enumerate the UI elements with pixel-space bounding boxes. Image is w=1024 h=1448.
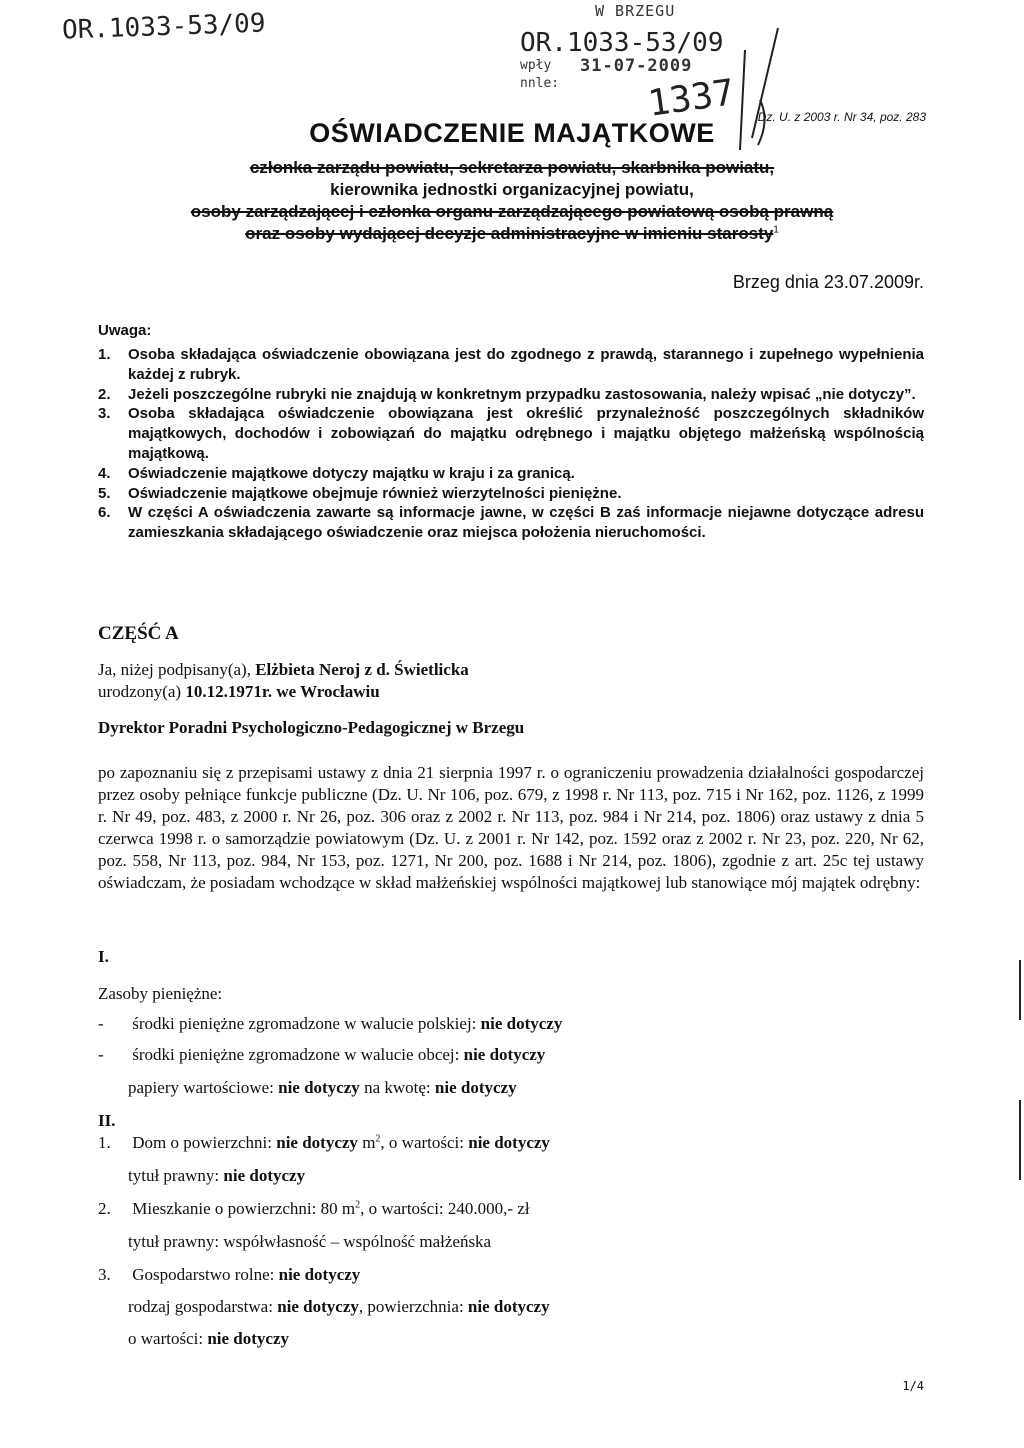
notes-heading: Uwaga: — [98, 322, 152, 339]
apartment-row — [98, 1199, 530, 1219]
apartment-label: Mieszkanie o powierzchni: — [132, 1199, 317, 1218]
apartment-title-row — [128, 1232, 491, 1252]
notes-item — [98, 345, 924, 385]
birth-label: urodzony(a) — [98, 682, 182, 701]
house-label: Dom o powierzchni: — [132, 1133, 272, 1152]
stamp-note-label: nnle: — [520, 76, 560, 91]
house-unit-sup: 2 — [375, 1133, 381, 1145]
securities-row — [128, 1078, 517, 1098]
list-dash: - — [98, 1045, 104, 1064]
part-a-heading: CZĘŚĆ A — [98, 623, 179, 644]
apartment-value-label: , o wartości: — [360, 1199, 444, 1218]
farm-worth-row — [128, 1329, 289, 1349]
page-number: 1/4 — [902, 1379, 924, 1393]
apartment-title-label: tytuł prawny: — [128, 1232, 220, 1251]
securities-value: nie dotyczy — [278, 1078, 360, 1097]
declarant-name-line — [98, 660, 469, 680]
subtitle-line-struck-4: oraz osoby wydającej decyzje administracyjne w imieniu starosty — [245, 224, 774, 243]
notes-item-number: 4. — [98, 464, 111, 482]
cash-foreign-label: środki pieniężne zgromadzone w walucie obcej: — [132, 1045, 460, 1064]
declarant-birth-line — [98, 682, 380, 702]
subtitle-line-4-wrap — [0, 224, 1024, 244]
subtitle-line-2: kierownika jednostki organizacyjnej powiatu, — [330, 180, 694, 199]
farm-row — [98, 1265, 360, 1285]
farm-area-value: nie dotyczy — [467, 1297, 550, 1316]
notes-item-text: W części A oświadczenia zawarte są informacje jawne, w części B zaś informacje niejawne dotyczące adresu zamieszkania składającego oświadczenie oraz miejsca położenia nieruchomości. — [128, 504, 924, 542]
notes-item-number: 6. — [98, 504, 111, 522]
section-1-label: I. — [98, 947, 109, 966]
place-date: Brzeg dnia 23.07.2009r. — [732, 272, 924, 292]
notes-item-text: Oświadczenie majątkowe obejmuje również wierzytelności pieniężne. — [128, 484, 622, 502]
subtitle-line-struck-1: członka zarządu powiatu, sekretarza powiatu, skarbnika powiatu, — [249, 158, 775, 177]
securities-amount-value: nie dotyczy — [434, 1078, 517, 1097]
house-area: nie dotyczy — [276, 1133, 358, 1152]
stamp-handwritten-ref: OR.1033-53/09 — [520, 28, 724, 58]
cash-foreign-row — [98, 1045, 545, 1065]
section-1-heading: Zasoby pieniężne: — [98, 984, 223, 1003]
notes-item — [98, 385, 924, 405]
cash-foreign-value: nie dotyczy — [463, 1045, 546, 1064]
farm-worth-value: nie dotyczy — [207, 1329, 290, 1348]
farm-number: 3. — [98, 1265, 111, 1284]
stamp-place: W BRZEGU — [595, 2, 676, 20]
farm-label: Gospodarstwo rolne: — [132, 1265, 275, 1284]
notes-item-text: Jeżeli poszczególne rubryki nie znajdują w konkretnym przypadku zastosowania, należy wpisać „nie dotyczy”. — [128, 385, 916, 403]
notes-list — [98, 345, 924, 543]
notes-item-text: Osoba składająca oświadczenie obowiązana jest do zgodnego z prawdą, starannego i zupełnego wypełnienia każdej z rubryk. — [128, 346, 924, 383]
notes-item — [98, 464, 924, 484]
house-title-value: nie dotyczy — [223, 1166, 306, 1185]
farm-area-label: , powierzchnia: — [358, 1297, 464, 1316]
notes-item — [98, 503, 924, 543]
apartment-number: 2. — [98, 1199, 111, 1218]
apartment-unit-sup: 2 — [355, 1199, 361, 1211]
notes-item — [98, 484, 924, 504]
stamp-received-date: 31-07-2009 — [580, 56, 693, 76]
notes-item-number: 3. — [98, 405, 111, 423]
declarant-intro-label: Ja, niżej podpisany(a), — [98, 660, 251, 679]
declaration-paragraph: po zapoznaniu się z przepisami ustawy z dnia 21 sierpnia 1997 r. o ograniczeniu prowadzenia działalności gospodarczej przez osoby pełniące funkcje publiczne (Dz. U. Nr 106, poz. 679, z 1998 r. Nr 113, poz. 715 i Nr 162, poz. 1126, z 1999 r. Nr 49, poz. 483, z 2000 r. Nr 26, poz. 306 oraz z 2002 r. Nr 113, poz. 984 i Nr 214, poz. 1806) oraz ustawy z dnia 5 czerwca 1998 r. o samorządzie powiatowym (Dz. U. z 2001 r. Nr 142, poz. 1592 oraz z 2002 r. Nr 23, poz. 220, Nr 62, poz. 558, Nr 113, poz. 984, Nr 153, poz. 1271, Nr 200, poz. 1688 i Nr 214, poz. 1806), zgodnie z art. 25c tej ustawy oświadczam, że posiadam wchodzące w skład małżeńskiej wspólności majątkowej lub stanowiące mój majątek odrębny: — [98, 763, 924, 892]
apartment-title-value: współwłasność – wspólność małżeńska — [223, 1232, 492, 1251]
declarant-position: Dyrektor Poradni Psychologiczno-Pedagogicznej w Brzegu — [98, 718, 525, 737]
securities-label: papiery wartościowe: — [128, 1078, 274, 1097]
stamp-received-label: wpły — [520, 58, 552, 73]
notes-item-number: 1. — [98, 346, 111, 363]
cash-pln-row — [98, 1014, 562, 1034]
apartment-area: 80 m — [320, 1199, 356, 1218]
document-title: OŚWIADCZENIE MAJĄTKOWE — [309, 118, 715, 148]
farm-type-row — [128, 1297, 550, 1317]
cash-pln-value: nie dotyczy — [480, 1014, 563, 1033]
list-dash: - — [98, 1014, 104, 1033]
notes-item-text: Osoba składająca oświadczenie obowiązana jest określić przynależność poszczególnych składników majątkowych, dochodów i zobowiązań do majątku odrębnego i majątku objętego małżeńską wspólnością majątkową. — [128, 405, 924, 462]
house-unit: m — [362, 1133, 376, 1152]
handwritten-number: 1337 — [645, 72, 738, 125]
house-number: 1. — [98, 1133, 111, 1152]
scan-edge-mark — [1019, 960, 1021, 1020]
scan-edge-mark — [1019, 1100, 1021, 1180]
section-2-label: II. — [98, 1111, 116, 1130]
birth-value: 10.12.1971r. we Wrocławiu — [185, 682, 380, 701]
cash-pln-label: środki pieniężne zgromadzone w walucie polskiej: — [132, 1014, 477, 1033]
farm-type-label: rodzaj gospodarstwa: — [128, 1297, 273, 1316]
house-value: nie dotyczy — [468, 1133, 550, 1152]
subtitle-line-struck-3: osoby zarządzającej i członka organu zarządzającego powiatową osobą prawną — [190, 202, 834, 221]
declarant-name: Elżbieta Neroj z d. Świetlicka — [255, 660, 469, 679]
footnote-mark: 1 — [773, 224, 779, 236]
farm-value: nie dotyczy — [278, 1265, 361, 1284]
notes-item-number: 2. — [98, 385, 111, 403]
securities-amount-label: na kwotę: — [364, 1078, 431, 1097]
apartment-value: 240.000,- zł — [447, 1199, 530, 1218]
notes-item-number: 5. — [98, 484, 111, 502]
house-title-row — [128, 1166, 305, 1186]
farm-worth-label: o wartości: — [128, 1329, 204, 1348]
handwritten-reference: OR.1033-53/09 — [61, 8, 266, 46]
notes-item-text: Oświadczenie majątkowe dotyczy majątku w kraju i za granicą. — [128, 464, 575, 482]
house-value-label: , o wartości: — [380, 1133, 464, 1152]
legal-reference: Dz. U. z 2003 r. Nr 34, poz. 283 — [757, 110, 926, 124]
house-title-label: tytuł prawny: — [128, 1166, 220, 1185]
house-row — [98, 1133, 550, 1153]
farm-type-value: nie dotyczy — [277, 1297, 359, 1316]
notes-item — [98, 404, 924, 463]
